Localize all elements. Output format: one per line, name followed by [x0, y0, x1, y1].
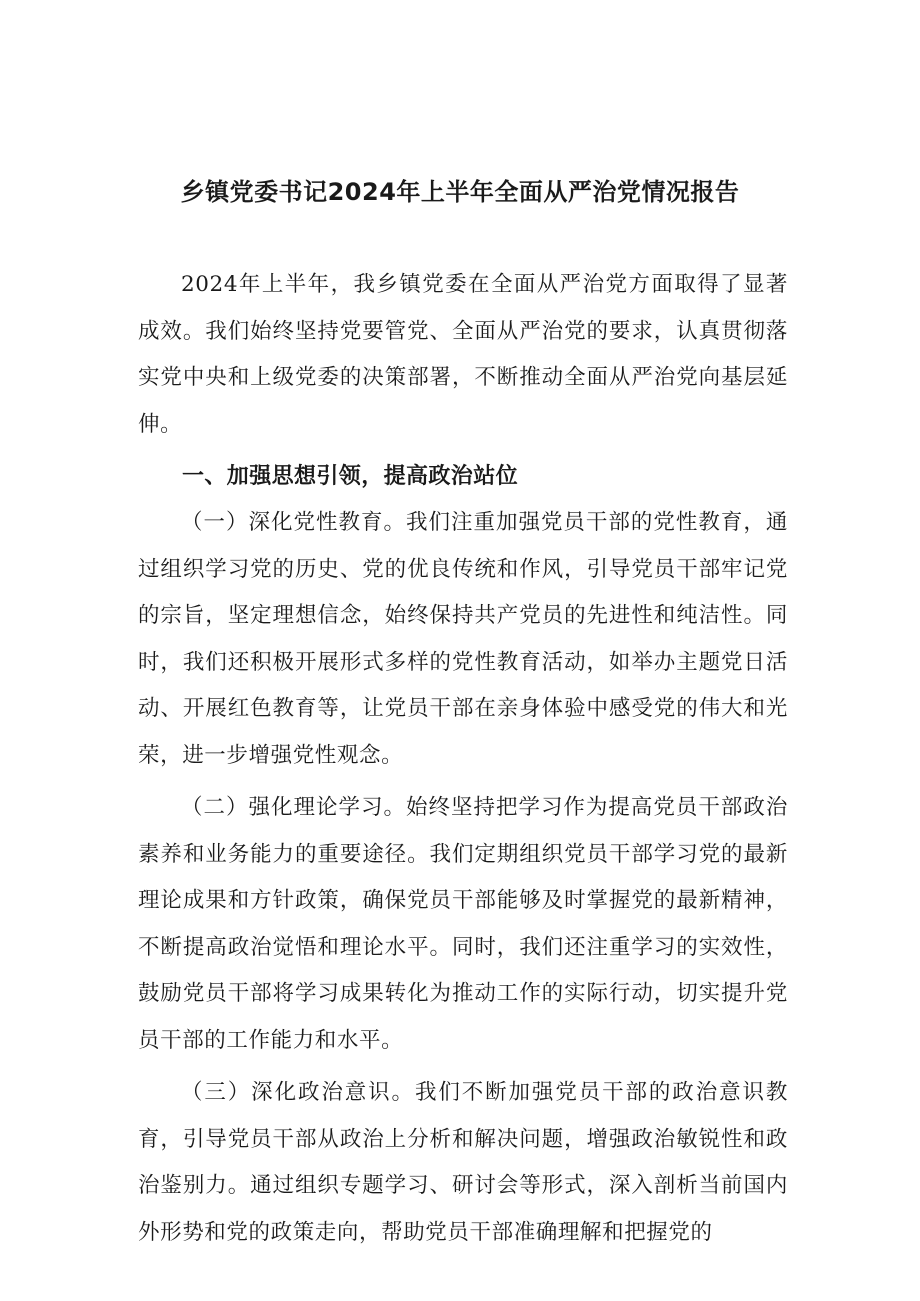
paragraph-party-education: （一）深化党性教育。我们注重加强党员干部的党性教育，通过组织学习党的历史、党的优良传统和作风，引导党员干部牢记党的宗旨，坚定理想信念，始终保持共产党员的先进性和纯洁性。同时，我们还积极开展形式多样的党性教育活动，如举办主题党日活动、开展红色教育等，让党员干部在亲身体验中感受党的伟大和光荣，进一步增强党性观念。 — [138, 510, 788, 768]
document-body — [138, 262, 788, 1256]
paragraph-political-awareness: （三）深化政治意识。我们不断加强党员干部的政治意识教育，引导党员干部从政治上分析和解决问题，增强政治敏锐性和政治鉴别力。通过组织专题学习、研讨会等形式，深入剖析当前国内外形势和党的政策走向，帮助党员干部准确理解和把握党的 — [138, 1080, 788, 1245]
document-title: 乡镇党委书记2024年上半年全面从严治党情况报告 — [180, 178, 740, 206]
paragraph-theory-study: （二）强化理论学习。始终坚持把学习作为提高党员干部政治素养和业务能力的重要途径。我们定期组织党员干部学习党的最新理论成果和方针政策，确保党员干部能够及时掌握党的最新精神，不断提高政治觉悟和理论水平。同时，我们还注重学习的实效性，鼓励党员干部将学习成果转化为推动工作的实际行动，切实提升党员干部的工作能力和水平。 — [138, 795, 788, 1053]
section-heading-1: 一、加强思想引领，提高政治站位 — [182, 464, 519, 489]
intro-paragraph: 2024年上半年，我乡镇党委在全面从严治党方面取得了显著成效。我们始终坚持党要管党、全面从严治党的要求，认真贯彻落实党中央和上级党委的决策部署，不断推动全面从严治党向基层延伸。 — [138, 272, 788, 437]
